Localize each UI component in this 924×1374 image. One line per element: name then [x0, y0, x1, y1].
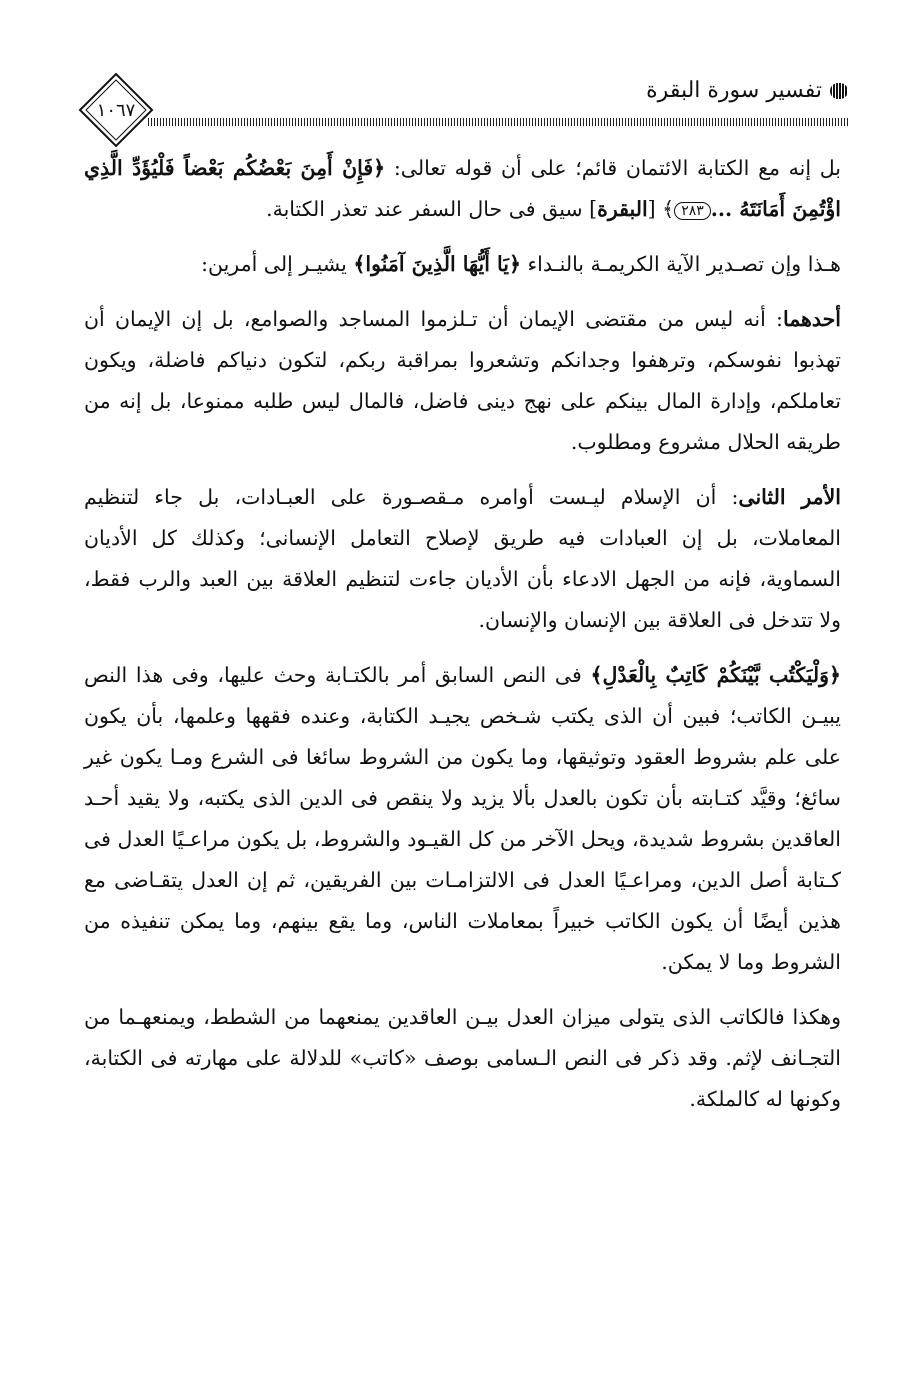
point-heading: الأمر الثانى	[738, 485, 841, 509]
text-segment: بل إنه مع الكتابة الائتمان قائم؛ على أن قوله تعالى:	[385, 156, 841, 180]
text-segment: ] سيق فى حال السفر عند تعذر الكتابة.	[266, 197, 598, 221]
text-segment: يشيـر إلى أمرين:	[201, 252, 354, 276]
page-header	[78, 72, 848, 132]
running-title	[646, 78, 848, 103]
ayah-number: ٢٨٣	[674, 202, 711, 220]
paragraph	[84, 299, 841, 463]
surah-title: تفسير سورة البقرة	[646, 78, 822, 103]
paragraph	[84, 997, 841, 1120]
quran-verse: ﴿وَلْيَكْتُب بَّيْنَكُمْ كَاتِبٌ بِالْعَدْلِ﴾	[590, 663, 841, 687]
header-rule	[148, 118, 848, 126]
surah-reference: البقرة	[597, 197, 648, 221]
text-segment: فى النص السابق أمر بالكتـابة وحث عليها، وفى هذا النص يبيـن الكاتب؛ فبين أن الذى يكتب شـخص يجيـد الكتابة، وعنده فقهها وعلمها، بأن يكون على علم بشروط العقود وتوثيقها، وما يكون من الشروط سائغا فى الشرع ومـا يكون غير سائغ؛ وقيَّد كتـابته بأن تكون بالعدل بألا يزيد ولا ينقص فى الدين الذى يكتبه، ولا يقيد أحـد العاقدين بشروط شديدة، ويحل الآخر من كل القيـود والشروط، بل يكون مراعـيًا العدل فى كـتابة أصل الدين، ومراعـيًا العدل فى الالتزامـات بين الفريقين، ثم إن العدل يتقـاضى مع هذين أيضًا أن يكون الكاتب خبيراً بمعاملات الناس، وما يقع بينهم، وما يمكن تنفيذه من الشروط وما لا يمكن.	[84, 663, 841, 974]
text-segment: هـذا وإن تصـدير الآية الكريمـة بالنـداء	[521, 252, 841, 276]
paragraph	[84, 477, 841, 641]
text-segment: : أن الإسلام ليـست أوامره مـقصـورة على العبـادات، بل جاء لتنظيم المعاملات، بل إن العبادات فيه طريق لإصلاح التعامل الإنسانى؛ وكذلك كل الأديان السماوية، فإنه من الجهل الادعاء بأن الأديان جاءت لتنظيم العلاقة بين العبد والرب فقط، ولا تتدخل فى العلاقة بين الإنسان والإنسان.	[84, 485, 841, 632]
text-segment: ﴾ [	[647, 197, 675, 221]
text-segment: : أنه ليس من مقتضى الإيمان أن تـلزموا المساجد والصوامع، بل إن الإيمان أن تهذبوا نفوسكم، وترهفوا وجدانكم وتشعروا بمراقبة ربكم، لتكون دنياكم فاضلة، ويكون تعاملكم، وإدارة المال بينكم على نهج دينى فاضل، فالمال ليس طلبه ممنوعا، بل إنه من طريقه الحلال مشروع ومطلوب.	[84, 307, 841, 454]
text-segment: وهكذا فالكاتب الذى يتولى ميزان العدل بيـن العاقدين يمنعهما من الشطط، ويمنعهـما من التجـانف لإثم. وقد ذكر فى النص الـسامى بوصف «كاتب» للدلالة على مهارته فى الكتابة، وكونها له كالملكة.	[84, 1005, 841, 1111]
point-heading: أحدهما	[782, 307, 841, 331]
paragraph	[84, 655, 841, 983]
paragraph	[84, 148, 841, 230]
ornament-icon	[830, 83, 848, 99]
page-number: ١٠٦٧	[96, 100, 136, 121]
paragraph	[84, 244, 841, 285]
page-number-box	[78, 72, 154, 148]
quran-verse: ﴿يَا أَيُّهَا الَّذِينَ آمَنُوا﴾	[353, 252, 522, 276]
quran-verse: ﴿فَإِنْ أَمِنَ بَعْضُكُم بَعْضاً فَلْيُؤَدِّ الَّذِي اؤْتُمِنَ أَمَانَتَهُ ...	[84, 156, 841, 221]
page-body	[84, 148, 841, 1120]
